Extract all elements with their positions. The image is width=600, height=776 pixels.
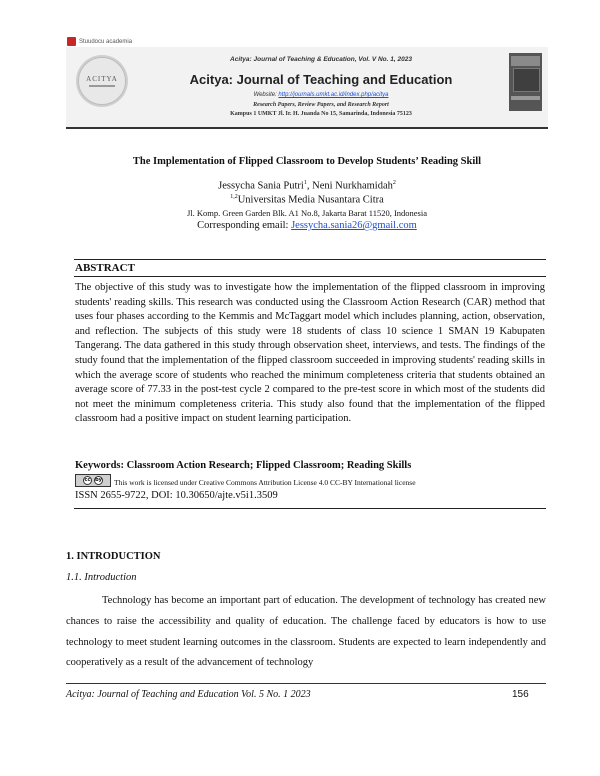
paper-title: The Implementation of Flipped Classroom to Develop Students’ Reading Skill [132,156,482,167]
cc-license-badge[interactable] [75,474,111,487]
email-link[interactable]: Jessycha.sania26@gmail.com [291,220,417,231]
brand-text: Stuudocu academia [79,38,133,45]
site-brand[interactable] [67,37,132,46]
page-number: 156 [512,689,529,700]
journal-volume-line: Acitya: Journal of Teaching & Education, Vol. V No. 1, 2023 [230,56,412,63]
affiliation-address: Jl. Komp. Green Garden Blk. A1 No.8, Jakarta Barat 11520, Indonesia [187,208,427,218]
author-name: Neni Nurkhamidah [312,180,393,192]
issn-doi: ISSN 2655-9722, DOI: 10.30650/ajte.v5i1.3509 [75,490,278,501]
cover-image [513,68,540,92]
by-icon: by [95,477,102,483]
author-name: Jessycha Sania Putri [218,180,304,192]
paper-authors [66,180,548,192]
abstract-heading-rule [74,276,546,277]
cc-icon: cc [84,477,91,483]
journal-paper-types: Research Papers, Review Papers, and Research Report [253,102,389,108]
header-divider [66,127,548,129]
brand-logo-icon [67,37,76,46]
introduction-paragraph: Technology has become an important part of education. The development of technology has created new chances to raise the accessibility and quality of education. The challenge faced by educators is how to use technology to meet student learning outcomes in the classroom. Students are expected to learn independently and cooperatively as a result of the advancement of technology [66,595,546,669]
author-sup: 2 [392,180,396,186]
affiliation-sup: 1,2 [230,194,238,200]
cover-bottom-band [511,96,540,100]
license-text: This work is licensed under Creative Commons Attribution License 4.0 CC-BY International license [114,478,416,487]
subsection-heading: 1.1. Introduction [66,572,137,583]
abstract-heading: ABSTRACT [75,262,135,274]
website-link[interactable]: http://journals.umkt.ac.id/index.php/acitya [278,92,389,98]
journal-website [140,92,502,98]
keywords: Keywords: Classroom Action Research; Flipped Classroom; Reading Skills [75,460,412,471]
author-sup: 1 [303,180,307,186]
email-label: Corresponding email: [197,220,292,231]
corresponding-email [66,220,548,231]
logo-divider [89,85,115,87]
footer-citation: Acitya: Journal of Teaching and Education Vol. 5 No. 1 2023 [66,689,311,700]
journal-address: Kampus 1 UMKT Jl. Ir. H. Juanda No 15, Samarinda, Indonesia 75123 [230,111,412,117]
abstract-bottom-rule [74,508,546,509]
cover-band [511,56,540,66]
journal-title: Acitya: Journal of Teaching and Education [189,72,453,87]
journal-logo-emblem [78,57,126,105]
author-separator: , [306,180,313,192]
journal-logo-text: ACITYA [86,75,118,83]
author-affiliation [66,194,548,206]
footer-divider [66,683,546,684]
abstract-top-rule [74,259,546,260]
affiliation-name: Universitas Media Nusantara Citra [237,194,384,206]
section-heading: 1. INTRODUCTION [66,551,161,562]
abstract-body: The objective of this study was to investigate how the implementation of the flipped classroom in improving students' reading skills. This research was conducted using the Classroom Action Research (CAR) method that uses four phases according to the Kemmis and McTaggart model which includes planning, action, observation, and reflection. The subjects of this study were 18 students of class 10 science 1 SMAN 19 Kabupaten Tangerang. The data gathered in this study through observation sheet, interviews, and tests. The findings of the study found that the implementation of the flipped classroom succeeded in improving students' reading skills in which the average score of students who reached the minimum completeness criteria that students obtained an average score of 77.33 in the post-test cycle 2 compared to the pre-test score in which most of the students did not meet the minimum completeness criteria. This study also found that the implementation of the flipped classroom had a positive impact on student learning participation. [75,282,545,425]
journal-logo [76,55,128,107]
website-label: Website: [253,92,279,98]
